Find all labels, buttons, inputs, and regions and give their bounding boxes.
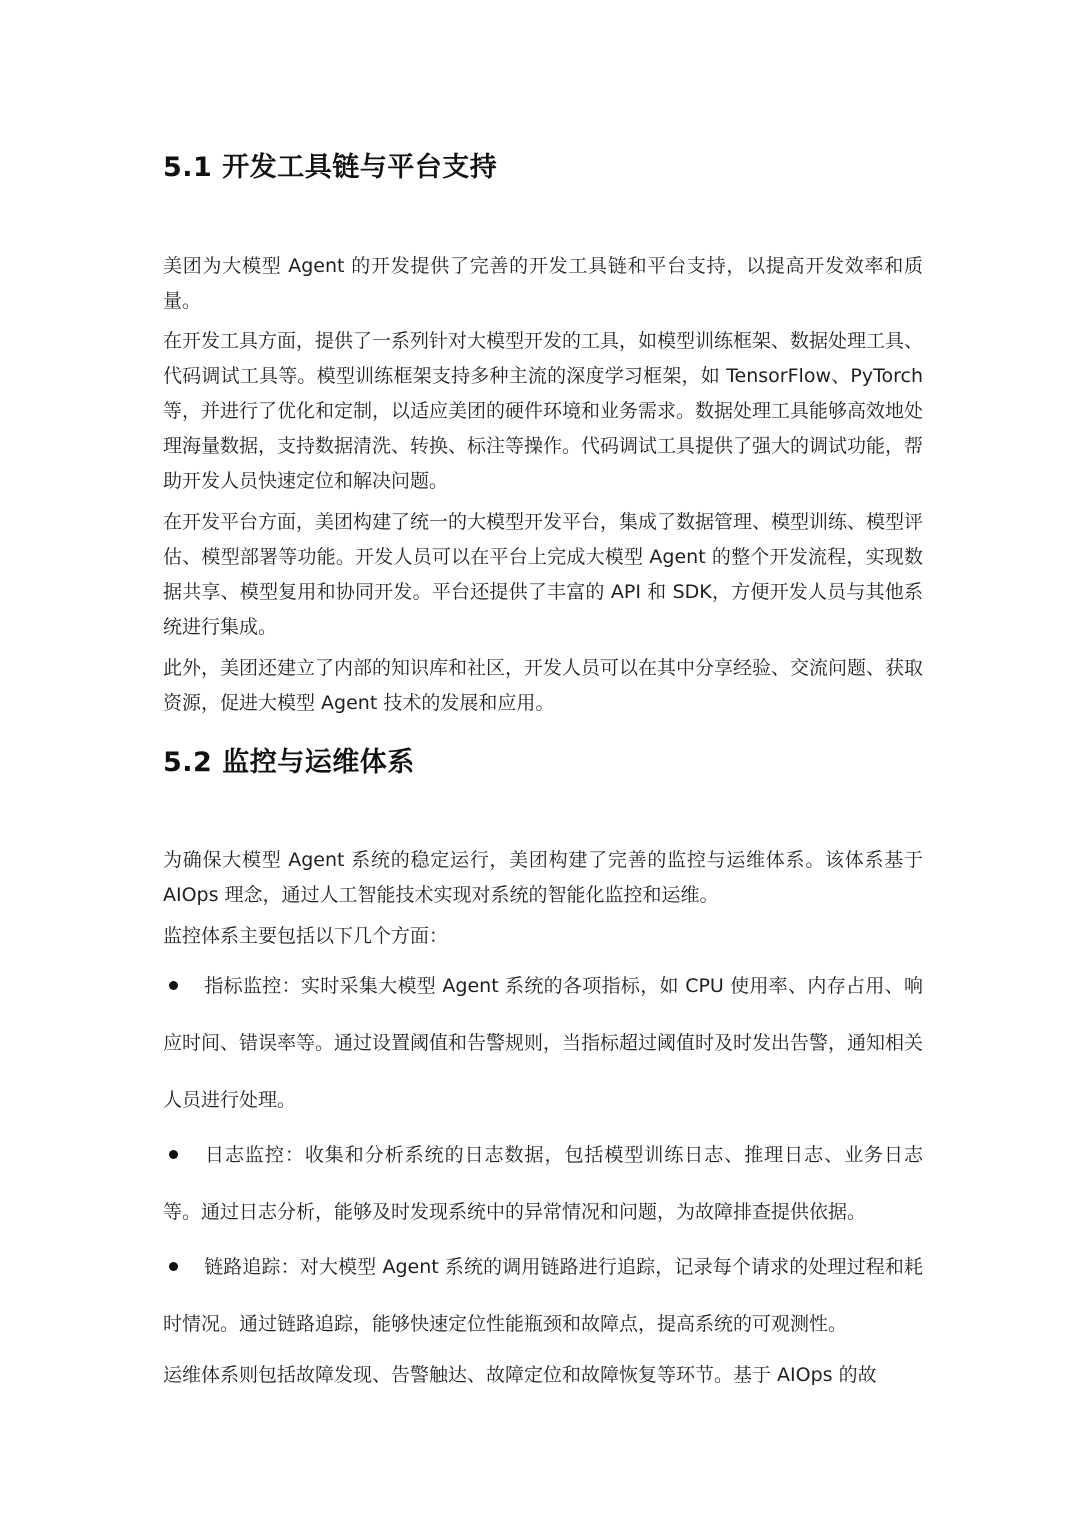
list-item <box>163 958 923 1129</box>
section-heading-5-1: 5.1 开发工具链与平台支持 <box>163 152 498 183</box>
paragraph: 运维体系则包括故障发现、告警触达、故障定位和故障恢复等环节。基于 AIOps 的故 <box>163 1364 877 1386</box>
list-item <box>163 1239 923 1353</box>
paragraph: 为确保大模型 Agent 系统的稳定运行，美团构建了完善的监控与运维体系。该体系基于 AIOps 理念，通过人工智能技术实现对系统的智能化监控和运维。 <box>163 849 923 906</box>
bullet-icon <box>169 1150 178 1159</box>
list-item-text: 链路追踪：对大模型 Agent 系统的调用链路进行追踪，记录每个请求的处理过程和耗时情况。通过链路追踪，能够快速定位性能瓶颈和故障点，提高系统的可观测性。 <box>163 1256 923 1335</box>
list-item <box>163 1127 923 1241</box>
paragraph: 监控体系主要包括以下几个方面： <box>163 925 449 947</box>
paragraph: 此外，美团还建立了内部的知识库和社区，开发人员可以在其中分享经验、交流问题、获取资源，促进大模型 Agent 技术的发展和应用。 <box>163 657 924 714</box>
paragraph: 在开发工具方面，提供了一系列针对大模型开发的工具，如模型训练框架、数据处理工具、代码调试工具等。模型训练框架支持多种主流的深度学习框架，如 TensorFlow、PyTorch 等，并进行了优化和定制，以适应美团的硬件环境和业务需求。数据处理工具能够高效地处理海量数据，支持数据清洗、转换、标注等操作。代码调试工具提供了强大的调试功能，帮助开发人员快速定位和解决问题。 <box>163 330 924 492</box>
section-heading-5-2: 5.2 监控与运维体系 <box>163 747 415 778</box>
bullet-icon <box>169 1262 178 1271</box>
bullet-icon <box>169 981 178 990</box>
list-item-text: 日志监控：收集和分析系统的日志数据，包括模型训练日志、推理日志、业务日志等。通过日志分析，能够及时发现系统中的异常情况和问题，为故障排查提供依据。 <box>163 1144 923 1223</box>
paragraph: 在开发平台方面，美团构建了统一的大模型开发平台，集成了数据管理、模型训练、模型评估、模型部署等功能。开发人员可以在平台上完成大模型 Agent 的整个开发流程，实现数据共享、模型复用和协同开发。平台还提供了丰富的 API 和 SDK，方便开发人员与其他系统进行集成。 <box>163 511 924 638</box>
paragraph: 美团为大模型 Agent 的开发提供了完善的开发工具链和平台支持，以提高开发效率和质量。 <box>163 255 923 312</box>
list-item-text: 指标监控：实时采集大模型 Agent 系统的各项指标，如 CPU 使用率、内存占用、响应时间、错误率等。通过设置阈值和告警规则，当指标超过阈值时及时发出告警，通知相关人员进行处理。 <box>163 975 924 1111</box>
